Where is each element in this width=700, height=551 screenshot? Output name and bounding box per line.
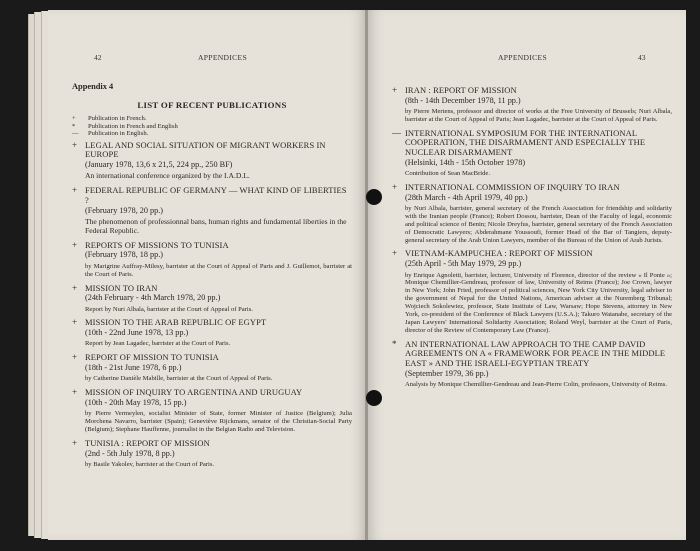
publication-authors: Report by Nuri Albala, barrister at the Court of Appeal of Paris. xyxy=(85,305,253,313)
publication-details: (18th - 21st June 1978, 6 pp.) xyxy=(85,362,182,372)
publication-details: (8th - 14th December 1978, 11 pp.) xyxy=(405,95,521,105)
publication-details: (January 1978, 13,6 x 21,5, 224 pp., 250 BF) xyxy=(85,160,233,170)
publication-title: MISSION OF INQUIRY TO ARGENTINA AND URUGUAY xyxy=(85,387,303,398)
publication-description: An international conference organized by the I.A.D.L. xyxy=(85,171,250,181)
publication-marker: + xyxy=(72,317,78,328)
publication-details: (10th - 20th May 1978, 15 pp.) xyxy=(85,397,187,407)
publication-marker: — xyxy=(392,127,401,138)
publication-marker: + xyxy=(72,185,78,196)
publication-marker: + xyxy=(392,181,398,192)
right-running-head: APPENDICES xyxy=(498,53,547,62)
publication-marker: + xyxy=(72,387,78,398)
publication-marker: + xyxy=(392,85,398,95)
publication-title: INTERNATIONAL COMMISSION OF INQUIRY TO IRAN xyxy=(405,181,620,192)
publication-title: LEGAL AND SOCIAL SITUATION OF MIGRANT WORKERS IN EUROPE xyxy=(85,139,326,160)
publication-title: INTERNATIONAL SYMPOSIUM FOR THE INTERNATIONAL COOPERATION, THE DISARMAMENT AND ESPECIALLY THE NUCLEAR DISARMAMENT xyxy=(405,127,646,158)
publication-authors: Contribution of Sean MacBride. xyxy=(405,170,490,178)
publication-description: The phenomenon of professionnal bans, human rights and fundamental liberties in the Federal Republic. xyxy=(85,216,347,235)
publication-authors: Analysis by Monique Chemillier-Gendreau and Jean-Pierre Colin, professors, University of Reims. xyxy=(405,380,667,388)
publication-title: VIETNAM-KAMPUCHEA : REPORT OF MISSION xyxy=(405,248,593,259)
publication-entry xyxy=(392,86,672,124)
publication-marker: + xyxy=(72,282,78,293)
publication-title: MISSION TO THE ARAB REPUBLIC OF EGYPT xyxy=(85,317,267,328)
legend-text: Publication in English. xyxy=(88,130,149,138)
publication-details: (Helsinki, 14th - 15th October 1978) xyxy=(405,157,526,167)
legend-symbol: + xyxy=(72,115,76,123)
publication-entry xyxy=(72,388,352,434)
publication-entry xyxy=(392,129,672,178)
publication-authors: by Nuri Albala, barrister, general secretary of the French Association for friendship and solidarity with the Iranian people (France); Robert Dossou, barrister, Dean of the Faculty of legal, economic and political science of Benin; Nicole Dreyfus, barrister, general secretary of the French Association of Democratic Lawyers; Abderahmane Youssoufi, former Head of the Bar of Tangiers, deputy-general secretary of the Arab Union Lawyers, member of the Bureau of the Union of Arab Jurists. xyxy=(405,204,672,244)
publication-authors: by Marigrine Auffray-Milesy, barrister at the Court of Appeal of Paris and J. Guillemot, barrister at the Court of Paris. xyxy=(85,262,352,278)
left-page-content xyxy=(72,82,352,474)
publication-details: (24th February - 4th March 1978, 20 pp.) xyxy=(85,293,221,303)
right-page xyxy=(368,10,686,540)
left-page xyxy=(48,10,366,540)
publication-details: (28th March - 4th April 1979, 40 pp.) xyxy=(405,192,528,202)
left-page-number: 42 xyxy=(94,53,102,62)
publication-title: MISSION TO IRAN xyxy=(85,282,158,293)
publication-title: AN INTERNATIONAL LAW APPROACH TO THE CAMP DAVID AGREEMENTS ON A « FRAMEWORK FOR PEACE IN THE MIDDLE EAST » AND THE ISRAELI-EGYPTIAN TREATY xyxy=(405,338,666,368)
publication-marker: * xyxy=(392,338,397,349)
left-running-head: APPENDICES xyxy=(198,53,247,62)
legend-symbol: — xyxy=(72,130,79,138)
publication-details: (February 1978, 20 pp.) xyxy=(85,205,163,215)
publication-title: REPORTS OF MISSIONS TO TUNISIA xyxy=(85,239,229,250)
publication-entry xyxy=(392,183,672,245)
punch-hole xyxy=(366,390,382,406)
symbol-legend xyxy=(72,115,352,138)
publication-details: (2nd - 5th July 1978, 8 pp.) xyxy=(85,448,175,458)
publication-details: (10th - 22nd June 1978, 13 pp.) xyxy=(85,328,189,338)
publication-authors: by Pierre Mertens, professor and director of works at the Free University of Brussels; Nuri Albala, barrister at the Court of Appeal of Paris; Jean Lagadec, barrister at the Court of Appeal of Paris. xyxy=(405,108,672,123)
appendix-label: Appendix 4 xyxy=(72,82,114,91)
legend-text: Publication in French and English xyxy=(88,122,178,130)
publication-entry xyxy=(72,353,352,383)
publication-details: (25th April - 5th May 1979, 29 pp.) xyxy=(405,259,522,269)
legend-row xyxy=(72,123,352,131)
publication-title: IRAN : REPORT OF MISSION xyxy=(405,85,517,95)
right-page-number: 43 xyxy=(638,53,646,62)
publication-entry xyxy=(72,241,352,279)
publication-entry xyxy=(72,186,352,235)
publication-authors: by Basile Yakolev, barrister at the Court of Paris. xyxy=(85,461,215,469)
publication-title: TUNISIA : REPORT OF MISSION xyxy=(85,438,210,449)
legend-row xyxy=(72,130,352,138)
legend-row xyxy=(72,115,352,123)
publication-authors: by Enrique Agnoletti, barrister, lecturer, University of Florence, director of the review « Il Ponte »; Monique Chemillier-Gendreau, professor of law, University of Reims (France); Joe Crown, lawyer in New York; John Fried, professor of political sciences, New York City University, legal adviser to the government of Nepal for the United Nations, American adviser at the Nuremberg Tribunal; Wojciech Sokolewiez, professor, State Institute of Law, Warsaw; Hope Stevens, attorney in New York, co-president of the Conference of Black Lawyers (U.S.A.); Takuro Watanabe, secretary of the Japan Lawyers' International Solidarity Association; Roland Weyl, barrister at the Court of Paris, director of the Review of Contemporary Law (France). xyxy=(405,271,672,334)
publication-title: FEDERAL REPUBLIC OF GERMANY — WHAT KIND OF LIBERTIES ? xyxy=(85,185,347,205)
publication-marker: + xyxy=(72,239,78,250)
publication-entry xyxy=(72,439,352,469)
legend-text: Publication in French. xyxy=(88,115,147,123)
publication-entry xyxy=(392,340,672,389)
publication-entry xyxy=(72,141,352,181)
punch-hole xyxy=(366,189,382,205)
legend-symbol: * xyxy=(72,122,76,130)
publication-authors: by Pierre Vermeylen, socialist Minister of State, former Minister of Justice (Belgium); Julia Morchena Navarro, barrister (Spain); Geneviève Rijckmans, senator of the Christian-Social Party (Belgium); Stephane Hauffenne, journalist in the Belgian Radio and Television. xyxy=(85,410,352,434)
publication-authors: Report by Jean Lagadec, barrister at the Court of Paris. xyxy=(85,340,231,348)
publication-marker: + xyxy=(72,352,78,363)
publication-entry xyxy=(72,284,352,314)
right-page-content xyxy=(392,86,672,394)
publication-authors: by Catherine Danièle Mabille, barrister at the Court of Appeal of Paris. xyxy=(85,375,273,383)
publication-entry xyxy=(72,318,352,348)
publication-details: (September 1979, 36 pp.) xyxy=(405,368,489,378)
publication-marker: + xyxy=(72,139,78,150)
publication-marker: + xyxy=(392,248,398,259)
publication-details: (February 1978, 18 pp.) xyxy=(85,250,163,260)
list-title: LIST OF RECENT PUBLICATIONS xyxy=(137,99,287,110)
publication-entry xyxy=(392,249,672,334)
publication-marker: + xyxy=(72,438,78,449)
publication-title: REPORT OF MISSION TO TUNISIA xyxy=(85,352,219,363)
